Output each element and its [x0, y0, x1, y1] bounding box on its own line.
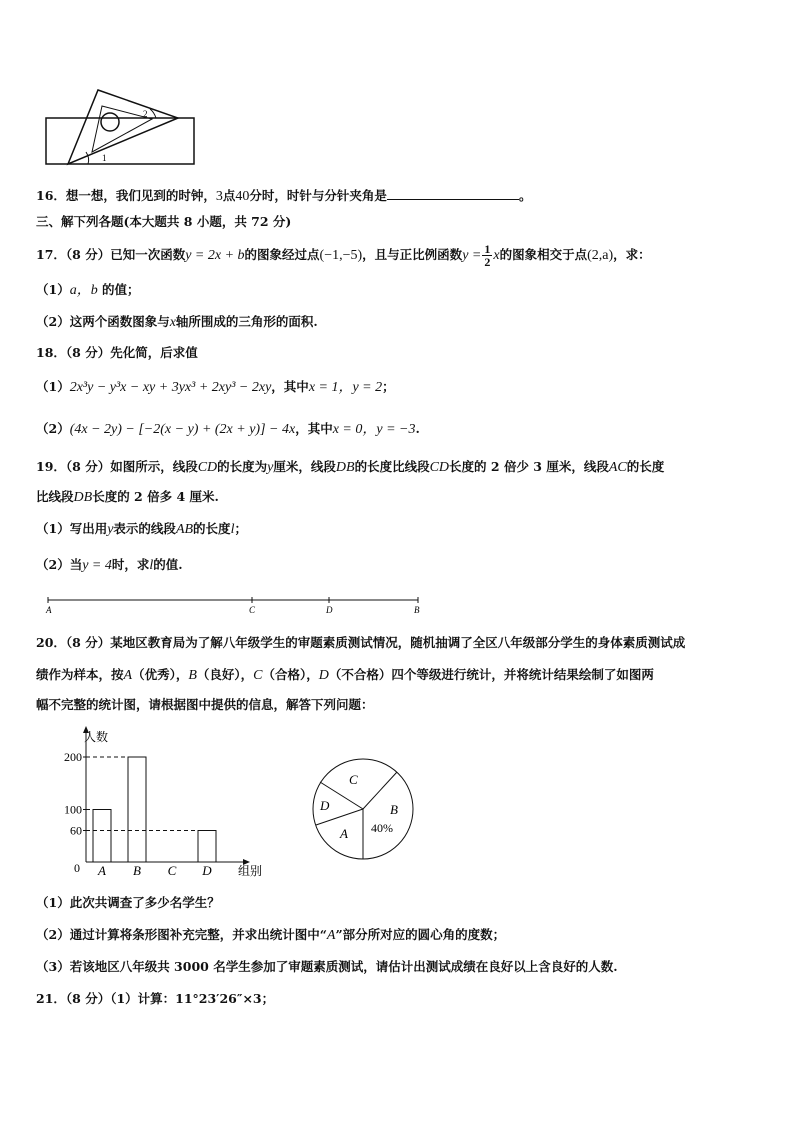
- pie-label-b-percent: 40%: [371, 821, 393, 835]
- category-label: A: [98, 863, 106, 878]
- set-square-outer: [68, 90, 178, 164]
- bar-chart: [40, 724, 280, 884]
- question-19-part-2: （2）当y = 4时，求l的值.: [36, 557, 183, 573]
- question-17: 17．（8 分）已知一次函数y = 2x + b的图象经过点(−1,−5)，且与正比例函数y = $\frac{1}{2}$ x的图象相交于点(2,a)，求：: [36, 242, 651, 269]
- y-tick-label: 60: [70, 823, 82, 838]
- question-20-part-2: （2）通过计算将条形图补充完整，并求出统计图中“A”部分所对应的圆心角的度数；: [36, 927, 506, 943]
- question-20: 20．（8 分）某地区教育局为了解八年级学生的审题素质测试情况，随机抽调了全区八年级部分学生的身体素质测试成: [36, 635, 686, 650]
- angle-2-label: 2: [143, 109, 148, 119]
- fraction-one-half: $\frac{1}{2}$: [484, 242, 491, 269]
- question-19-part-1: （1）写出用y表示的线段AB的长度l；: [36, 521, 247, 537]
- bar-a: [93, 810, 111, 863]
- section-3-title: 三、解下列各题(本大题共 8 小题，共 72 分): [36, 214, 292, 229]
- pie-label-c: C: [349, 772, 358, 787]
- category-label: C: [167, 863, 177, 878]
- question-19-line-2: 比线段DB长度的 2 倍多 4 厘米.: [36, 489, 219, 505]
- point-d-label: D: [326, 605, 333, 615]
- set-square-hole: [101, 113, 119, 131]
- pie-label-d: D: [320, 798, 330, 813]
- question-21: 21．（8 分）（1）计算：11°23′26″×3；: [36, 991, 275, 1006]
- angle-1-arc: [86, 152, 89, 164]
- segment-figure: [40, 592, 430, 616]
- question-16: 16．想一想，我们见到的时钟，3点40分时，时针与分针夹角是 。: [36, 188, 532, 204]
- ruler-rect: [46, 118, 194, 164]
- question-18: 18．（8 分）先化简，后求值: [36, 345, 198, 360]
- bar-b: [128, 757, 146, 862]
- question-20-part-1: （1）此次共调查了多少名学生？: [36, 895, 220, 910]
- category-label: B: [133, 863, 141, 878]
- y-tick-label: 100: [64, 802, 82, 817]
- point-b-label: B: [414, 605, 420, 615]
- question-17-part-1: （1）a，b 的值；: [36, 282, 140, 298]
- question-19: 19．（8 分）如图所示，线段CD的长度为y厘米，线段DB的长度比线段CD长度的 2 倍少 3 厘米，线段AC的长度: [36, 459, 665, 475]
- point-a-label: A: [46, 605, 52, 615]
- angle-1-label: 1: [102, 153, 107, 163]
- y-axis-label: 人数: [84, 730, 109, 744]
- answer-blank[interactable]: [387, 187, 519, 200]
- point-c-label: C: [249, 605, 256, 615]
- pie-label-a: A: [340, 826, 348, 841]
- question-18-part-1: （1）2x³y − y³x − xy + 3yx³ + 2xy³ − 2xy，其中x = 1，y = 2；: [36, 379, 395, 395]
- pie-chart: [300, 748, 430, 868]
- question-20-part-3: （3）若该地区八年级共 3000 名学生参加了审题素质测试，请估计出测试成绩在良好以上含良好的人数.: [36, 959, 618, 974]
- question-20-line-2: 绩作为样本，按A（优秀），B（良好），C（合格），D（不合格）四个等级进行统计，并将统计结果绘制了如图两: [36, 667, 654, 683]
- question-17-part-2: （2）这两个函数图象与x轴所围成的三角形的面积.: [36, 314, 318, 330]
- bar-d: [198, 831, 216, 863]
- x-axis-label: 组别: [238, 864, 263, 878]
- y-tick-label: 200: [64, 750, 82, 764]
- question-18-part-2: （2）(4x − 2y) − [−2(x − y) + (2x + y)] − 4x，其中x = 0，y = −3.: [36, 421, 420, 437]
- category-label: D: [202, 863, 212, 878]
- pie-label-b: B: [390, 802, 398, 817]
- triangle-ruler-figure: [40, 80, 200, 170]
- question-20-line-3: 幅不完整的统计图，请根据图中提供的信息，解答下列问题：: [36, 697, 374, 712]
- y-tick-label: 0: [74, 861, 80, 875]
